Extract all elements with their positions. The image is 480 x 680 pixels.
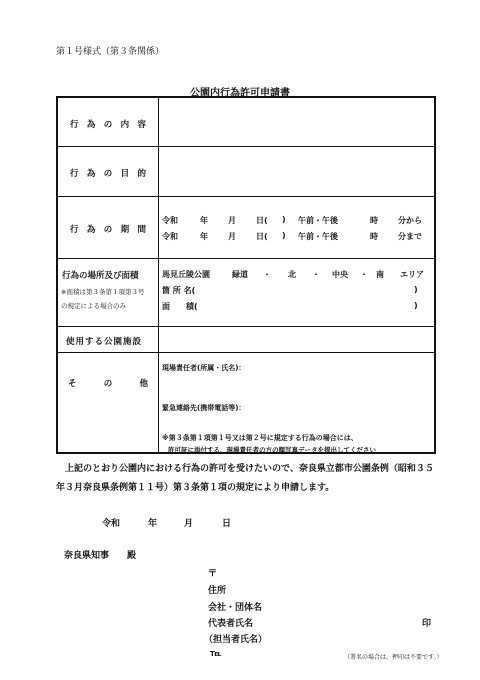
contact-person-field[interactable]: （担当者氏名）: [204, 635, 268, 645]
application-table: [56, 96, 436, 454]
row-period: 行 為 の 期 間 令和 年 月 日( ) 午前・午後 時 分から 令和 年 月 日( ) 午前・午後 時 分まで: [58, 196, 434, 258]
date-era: 令和: [102, 519, 121, 529]
address-field[interactable]: 住所: [208, 586, 227, 596]
note-area-1: ※面積は第３条第１項第３号: [61, 288, 145, 296]
label-purpose: 行 為 の 目 的: [70, 169, 146, 179]
photo-note-1: ※第３条第１項第１号又は第２号に規定する行為の場合には、: [162, 434, 358, 442]
date-day[interactable]: 日: [222, 519, 232, 529]
company-field[interactable]: 会社・団体名: [208, 603, 263, 613]
purpose-field[interactable]: [162, 151, 430, 193]
photo-note-2: 許可証に添付する、現場責任者の方の顔写真データを提出してください: [168, 446, 376, 454]
row-place: 行為の場所及び面積 ※面積は第３条第１項第３号 の規定による場合のみ 馬見丘陵公園 緑道 ・ 北 ・ 中央 ・ 南 エリア 箇 所 名( ) 面 積( ): [58, 258, 434, 326]
label-period: 行 為 の 期 間: [70, 225, 146, 235]
signature-note: （署名の場合は、押印は不要です。）: [344, 654, 443, 661]
emergency-contact-field[interactable]: 緊急連絡先(携帯電話等)：: [162, 404, 246, 412]
addressee: 奈良県知事 殿: [64, 551, 137, 561]
row-other: [58, 352, 434, 452]
row-purpose: [58, 146, 434, 196]
form-title: 公園内行為許可申請書: [190, 88, 290, 99]
seal-mark: 印: [422, 619, 432, 629]
representative-field[interactable]: 代表者氏名: [208, 619, 254, 629]
date-year[interactable]: 年: [148, 519, 158, 529]
note-area-2: の規定による場合のみ: [61, 302, 126, 310]
form-number: 第１号様式（第３条関係）: [56, 47, 165, 57]
label-place: 行為の場所及び面積: [62, 271, 139, 281]
label-other: そ の 他: [68, 379, 148, 389]
site-manager-field[interactable]: 現場責任者(所属・氏名)：: [162, 364, 246, 372]
row-content: [58, 98, 434, 146]
row-facility: [58, 326, 434, 352]
facility-field[interactable]: [162, 330, 430, 350]
application-statement: 上記のとおり公園内における行為の許可を受けたいので、奈良県立都市公園条例（昭和３５年３月奈良県条例第１１号）第３条第１項の規定により申請します。: [56, 464, 434, 493]
label-content: 行 為 の 内 容: [70, 120, 146, 130]
phone-field[interactable]: ℡: [210, 649, 222, 659]
postal-code-field[interactable]: 〒: [208, 569, 218, 579]
label-facility: 使用する公園施設: [66, 337, 143, 347]
content-field[interactable]: [162, 102, 430, 142]
date-month[interactable]: 月: [184, 519, 194, 529]
